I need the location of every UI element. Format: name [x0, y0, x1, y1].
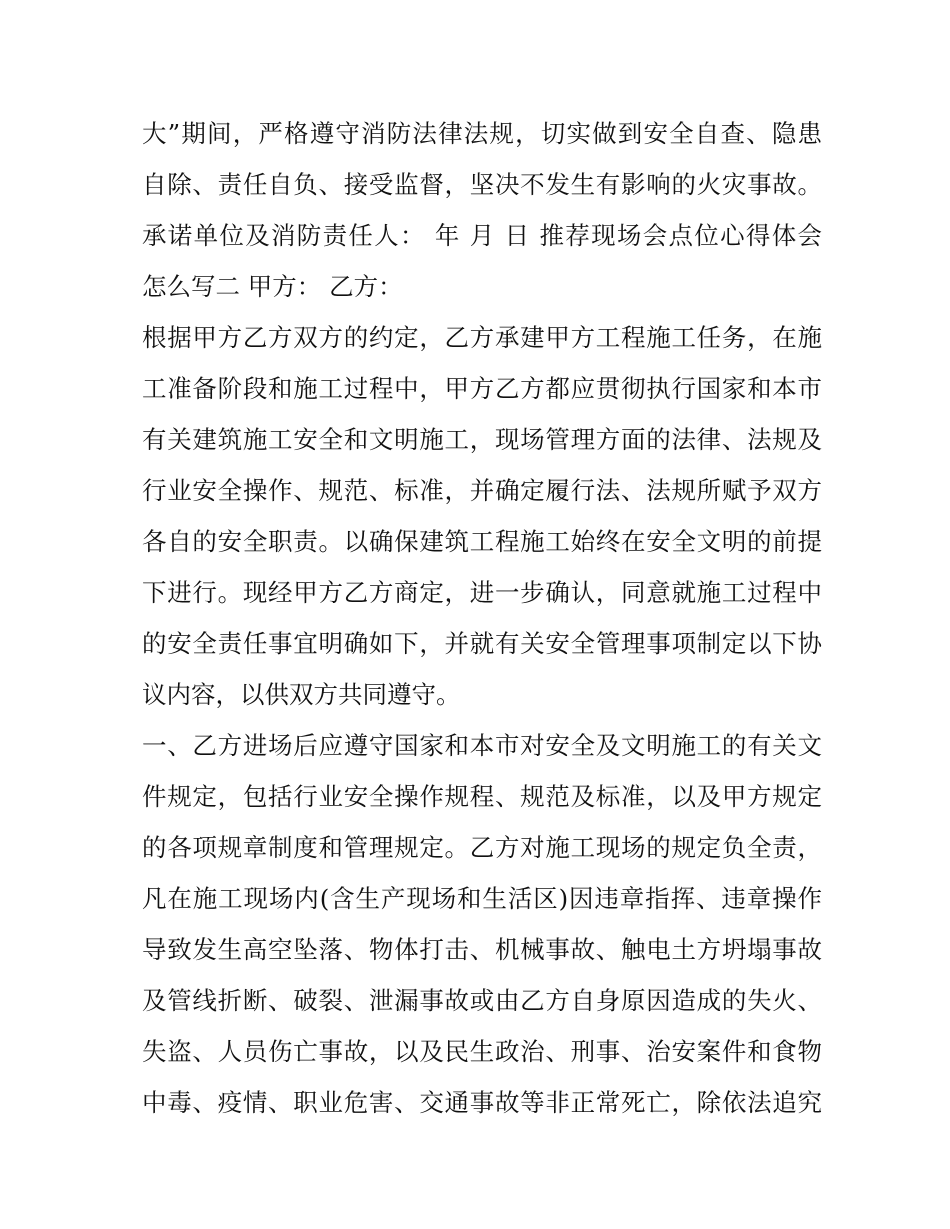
text-line: 各自的安全职责。以确保建筑工程施工始终在安全文明的前提: [142, 527, 822, 556]
text-line: 怎么写二 甲方： 乙方：: [142, 272, 403, 301]
text-line: 行业安全操作、规范、标准，并确定履行法、法规所赋予双方: [142, 476, 822, 505]
text-line: 中毒、疫情、职业危害、交通事故等非正常死亡，除依法追究: [142, 1088, 822, 1117]
text-line: 根据甲方乙方双方的约定，乙方承建甲方工程施工任务，在施: [142, 323, 822, 352]
text-line: 的各项规章制度和管理规定。乙方对施工现场的规定负全责，: [142, 833, 822, 862]
text-line: 失盗、人员伤亡事故，以及民生政治、刑事、治安案件和食物: [142, 1037, 822, 1066]
text-line: 一、乙方进场后应遵守国家和本市对安全及文明施工的有关文: [142, 731, 822, 760]
document-body: [142, 108, 822, 1128]
text-line: 的安全责任事宜明确如下，并就有关安全管理事项制定以下协: [142, 629, 822, 658]
text-line: 议内容，以供双方共同遵守。: [142, 680, 461, 709]
text-line: 凡在施工现场内(含生产现场和生活区)因违章指挥、违章操作: [142, 884, 822, 913]
text-line: 导致发生高空坠落、物体打击、机械事故、触电土方坍塌事故: [142, 935, 822, 964]
text-line: 有关建筑施工安全和文明施工，现场管理方面的法律、法规及: [142, 425, 822, 454]
text-line: 工准备阶段和施工过程中，甲方乙方都应贯彻执行国家和本市: [142, 374, 822, 403]
text-line: 及管线折断、破裂、泄漏事故或由乙方自身原因造成的失火、: [142, 986, 822, 1015]
text-line: 自除、责任自负、接受监督，坚决不发生有影响的火灾事故。: [142, 170, 822, 199]
text-line: 大”期间，严格遵守消防法律法规，切实做到安全自查、隐患: [142, 119, 822, 148]
text-line: 件规定，包括行业安全操作规程、规范及标准，以及甲方规定: [142, 782, 822, 811]
text-line: 下进行。现经甲方乙方商定，进一步确认，同意就施工过程中: [142, 578, 822, 607]
text-line: 承诺单位及消防责任人： 年 月 日 推荐现场会点位心得体会: [142, 221, 822, 250]
